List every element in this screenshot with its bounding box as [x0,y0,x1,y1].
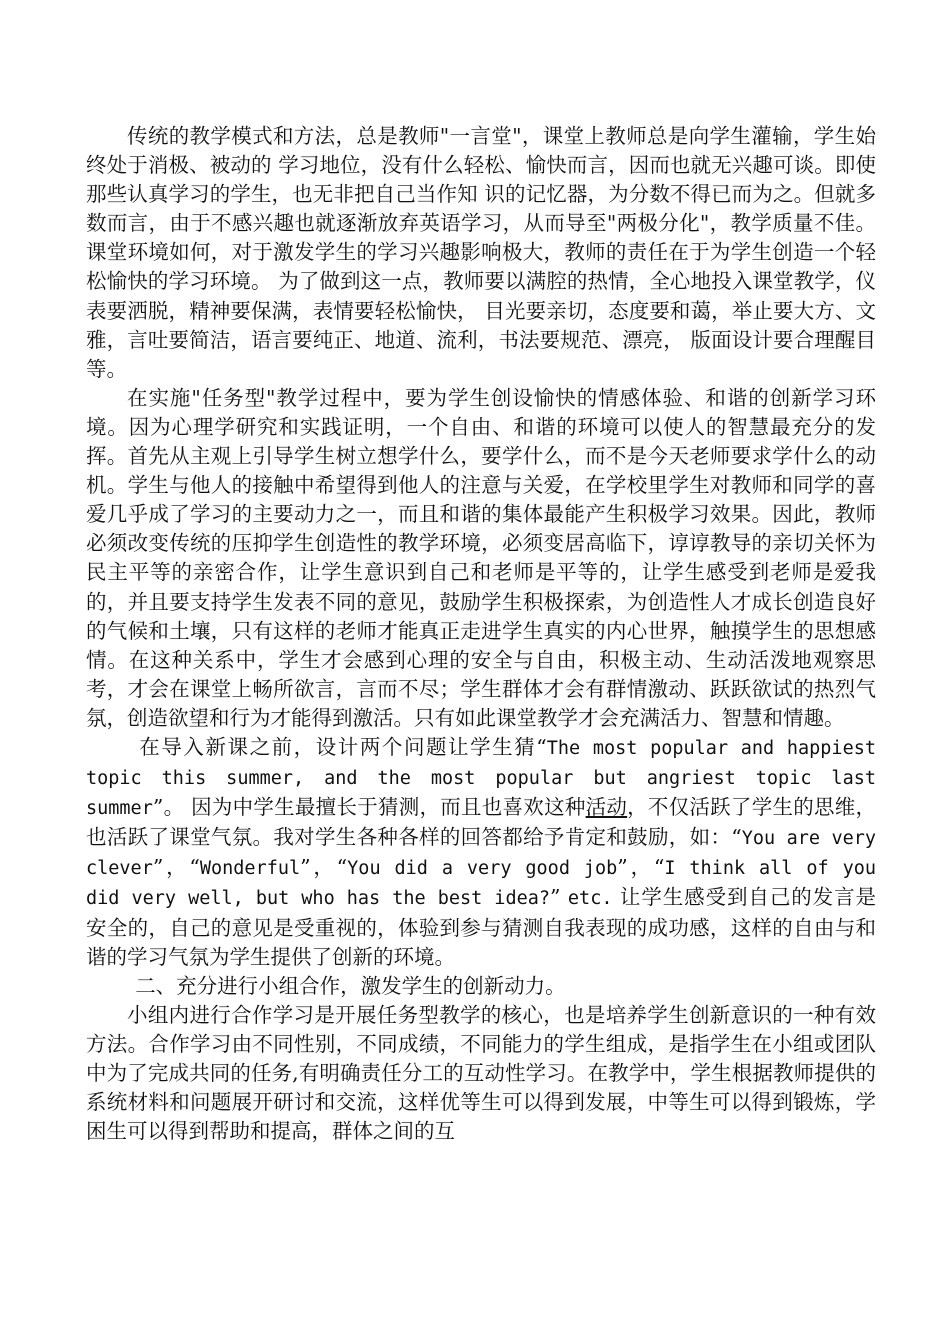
segment-praise-best-idea: I think all of you did very well, but who has the best idea? [86,858,876,910]
segment-close-quote: ” [550,885,568,910]
paragraph-group-learning: 小组内进行合作学习是开展任务型教学的核心，也是培养学生创新意识的一种有效方法。合作学习由不同性别，不同成绩，不同能力的学生组成，是指学生在小组或团队中为了完成共同的任务,有明确责任分工的互动性学习。在教学中，学生根据教师提供的系统材料和问题展开研讨和交流，这样优等生可以得到发展，中等生可以得到锻炼，学困生可以得到帮助和提高，群体之间的互 [86,1002,876,1144]
segment-praise-intro: ，不仅活跃了学生的思维，也活跃了课堂气氛。我对学生各种各样的回答都给予肯定和鼓励，如：“ [86,795,877,850]
segment-intro: 在导入新课之前，设计两个问题让学生猜“ [139,734,547,759]
segment-etc: etc. [567,888,613,910]
segment-guessing: ”。 因为中学生最擅长于猜测，而且也喜欢这种 [152,795,586,820]
segment-conclusion: 让学生感受到自己的发言是安全的，自己的意见是受重视的，体验到参与猜测自我表现的成功感，这样的自由与和谐的学习气氛为学生提供了创新的环境。 [86,885,877,969]
segment-praise-wonderful: Wonderful [199,858,301,880]
segment-praise-clever: You are very clever [86,828,877,880]
segment-question-english: The most popular and happiest topic this summer, and the most popular but angriest topic last summer [86,737,876,820]
segment-sep-3: ”，“ [617,855,665,880]
paragraph-traditional-teaching: 传统的教学模式和方法，总是教师"一言堂"，课堂上教师总是向学生灌输，学生始终处于消极、被动的 学习地位，没有什么轻松、愉快而言，因而也就无兴趣可谈。即使那些认真学习的学生，也无非把自己当作知 识的记忆器，为分数不得已而为之。但就多数而言，由于不感兴趣也就逐渐放弃英语学习，从而导至"两极分化"，教学质量不佳。课堂环境如何，对于激发学生的学习兴趣影响极大，教师的责任在于为学生创造一个轻松愉快的学习环境。 为了做到这一点，教师要以满腔的热情，全心地投入课堂教学，仪表要洒脱，精神要保满，表情要轻松愉快， 目光要亲切，态度要和蔼，举止要大方、文雅，言吐要简洁，语言要纯正、地道、流利，书法要规范、漂亮， 版面设计要合理醒目等。 [86,124,876,381]
segment-praise-good-job: You did a very good job [347,858,618,880]
segment-sep-1: ”，“ [152,855,200,880]
document-page [86,122,876,1146]
paragraph-guessing-activity [86,733,876,972]
segment-activity-link: 活动 [585,795,628,820]
section-heading-group-cooperation: 二、充分进行小组合作，激发学生的创新动力。 [135,973,566,998]
paragraph-task-based-environment: 在实施"任务型"教学过程中，要为学生创设愉快的情感体验、和谐的创新学习环境。因为心理学研究和实践证明，一个自由、和谐的环境可以使人的智慧最充分的发挥。首先从主观上引导学生树立想学什么，要学什么，而不是今天老师要求学什么的动机。学生与他人的接触中希望得到他人的注意与关爱，在学校里学生对教师和同学的喜爱几乎成了学习的主要动力之一，而且和谐的集体最能产生积极学习效果。因此，教师必须改变传统的压抑学生创造性的教学环境，必须变居高临下，谆谆教导的亲切关怀为民主平等的亲密合作，让学生意识到自己和老师是平等的，让学生感受到老师是爱我的，并且要支持学生发表不同的意见，鼓励学生积极探索，为创造性人才成长创造良好的气候和土壤，只有这样的老师才能真正走进学生真实的内心世界，触摸学生的思想感情。在这种关系中，学生才会感到心理的安全与自由，积极主动、生动活泼地观察思考，才会在课堂上畅所欲言，言而不尽；学生群体才会有群情激动、跃跃欲试的热烈气氛，创造欲望和行为才能得到激活。只有如此课堂教学才会充满活力、智慧和情趣。 [86,385,876,730]
segment-sep-2: ”，“ [300,855,348,880]
